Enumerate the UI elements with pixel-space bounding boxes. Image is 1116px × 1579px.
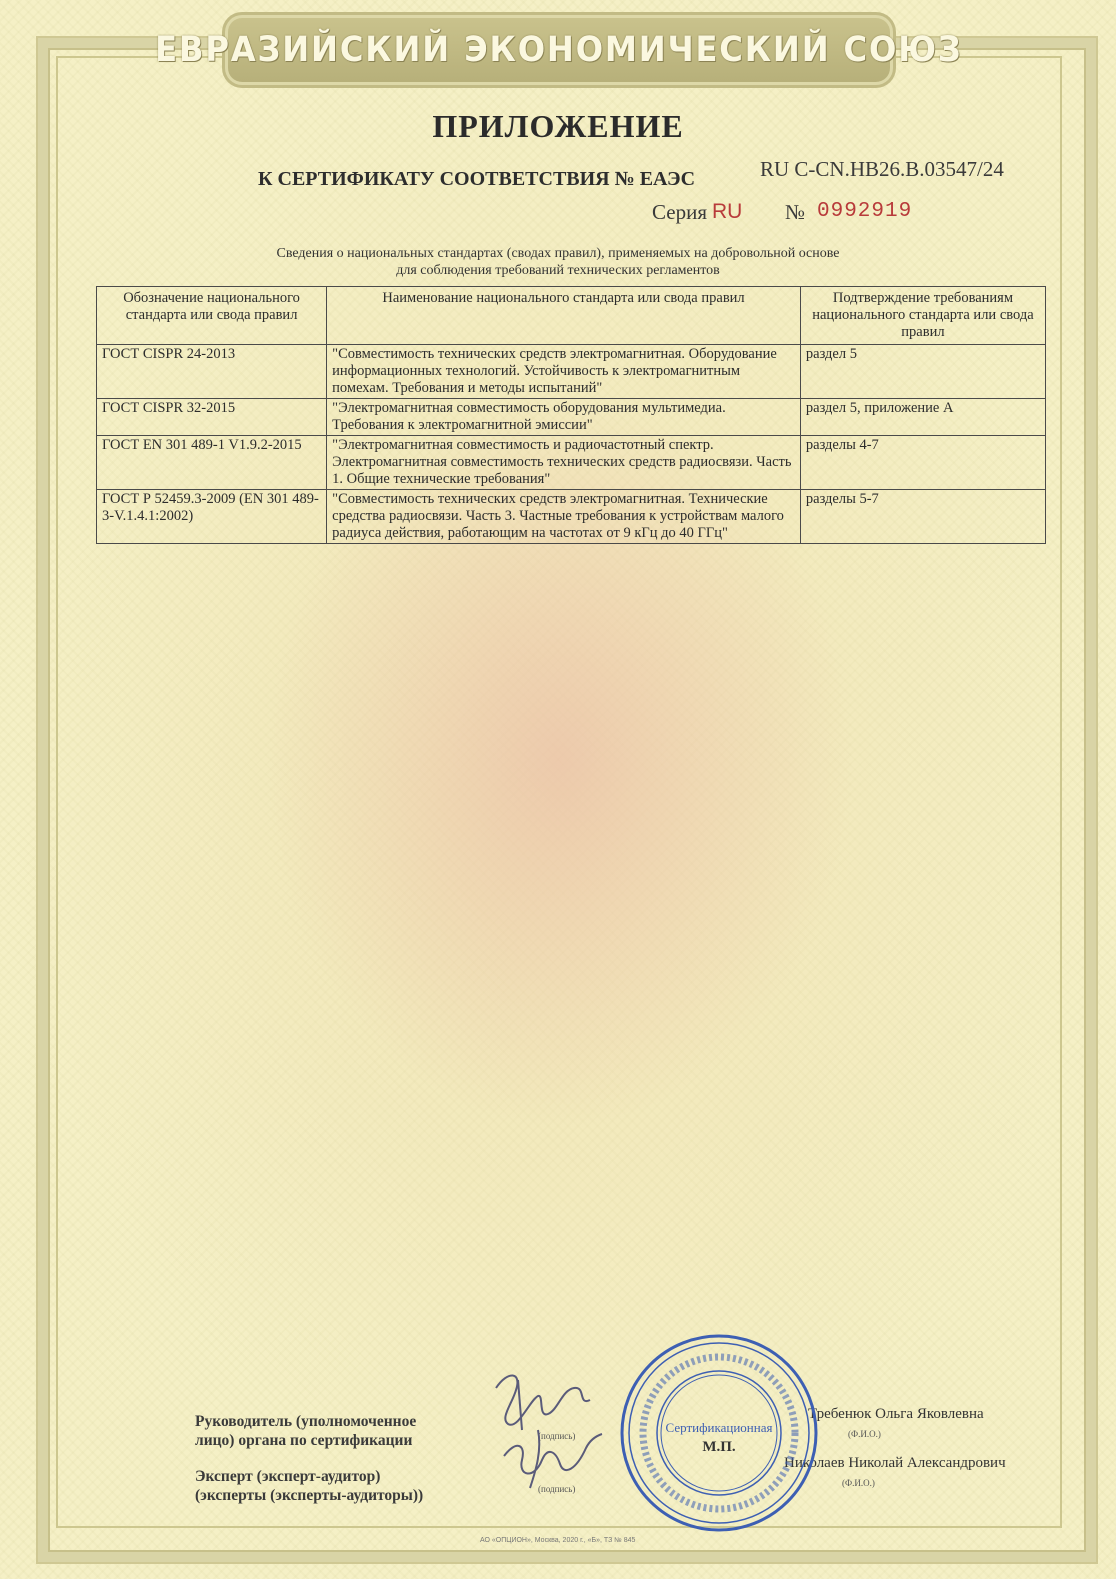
expert-name: Николаев Николай Александрович <box>784 1455 1006 1471</box>
table-row <box>97 399 1046 436</box>
standards-table <box>96 286 1046 544</box>
cell-code: ГОСТ CISPR 24-2013 <box>97 345 327 399</box>
table-header-row <box>97 287 1046 345</box>
head-label-line-1: Руководитель (уполномоченное <box>195 1413 417 1430</box>
series-label: Серия <box>652 200 707 224</box>
signature-hint-head: (подпись) <box>538 1431 576 1441</box>
header-banner-text: ЕВРАЗИЙСКИЙ ЭКОНОМИЧЕСКИЙ СОЮЗ <box>155 30 963 70</box>
form-number-value: 0992919 <box>817 200 913 223</box>
caption-line-2: для соблюдения требований технических регламентов <box>396 263 720 278</box>
cell-name: "Совместимость технических средств электромагнитная. Оборудование информационных технологий. Устойчивость к электромагнитным помехам. Требования и методы испытаний" <box>327 345 801 399</box>
form-number-label: № <box>785 200 806 224</box>
printer-info: АО «ОПЦИОН», Москва, 2020 г., «Б», ТЗ № 845 <box>480 1537 636 1544</box>
certification-body-stamp <box>618 1332 820 1534</box>
cell-name: "Электромагнитная совместимость и радиочастотный спектр. Электромагнитная совместимость технических средств радиосвязи. Часть 1. Общие технические требования" <box>327 436 801 490</box>
head-label-line-2: лицо) органа по сертификации <box>195 1432 413 1449</box>
header-banner <box>155 18 963 82</box>
cell-code: ГОСТ EN 301 489-1 V1.9.2-2015 <box>97 436 327 490</box>
column-header-name: Наименование национального стандарта или свода правил <box>327 287 801 345</box>
certificate-label: К СЕРТИФИКАТУ СООТВЕТСТВИЯ № ЕАЭС <box>258 168 696 190</box>
expert-label-line-2: (эксперты (эксперты-аудиторы)) <box>195 1487 424 1504</box>
fio-hint-head: (Ф.И.О.) <box>848 1429 881 1439</box>
cell-confirm: раздел 5, приложение А <box>800 399 1045 436</box>
column-header-confirm: Подтверждение требованиям национального стандарта или свода правил <box>800 287 1045 345</box>
signature-hint-expert: (подпись) <box>538 1484 576 1494</box>
cell-confirm: разделы 5-7 <box>800 490 1045 544</box>
table-row <box>97 345 1046 399</box>
column-header-code: Обозначение национального стандарта или свода правил <box>97 287 327 345</box>
certificate-number: RU C-CN.HB26.B.03547/24 <box>760 157 1004 181</box>
table-row <box>97 490 1046 544</box>
cell-confirm: разделы 4-7 <box>800 436 1045 490</box>
head-name: Требенюк Ольга Яковлевна <box>808 1406 984 1422</box>
stamp-mp: М.П. <box>702 1439 736 1455</box>
caption-line-1: Сведения о национальных стандартах (сводах правил), применяемых на добровольной основе <box>276 246 840 261</box>
head-of-body-label <box>195 1412 416 1450</box>
cell-name: "Совместимость технических средств электромагнитная. Технические средства радиосвязи. Часть 3. Частные требования к устройствам малого радиуса действия, работающим на частотах от 9 кГц до 40 ГГц" <box>327 490 801 544</box>
series-value: RU <box>712 200 743 223</box>
handwritten-signature <box>478 1360 608 1495</box>
page-title: ПРИЛОЖЕНИЕ <box>432 108 684 144</box>
expert-label-line-1: Эксперт (эксперт-аудитор) <box>195 1468 381 1485</box>
expert-label <box>195 1467 423 1505</box>
table-row <box>97 436 1046 490</box>
cell-code: ГОСТ Р 52459.3-2009 (EN 301 489-3-V.1.4.1:2002) <box>97 490 327 544</box>
cell-confirm: раздел 5 <box>800 345 1045 399</box>
stamp-center-text: Сертификационная <box>665 1420 773 1435</box>
table-caption <box>0 245 1116 279</box>
cell-code: ГОСТ CISPR 32-2015 <box>97 399 327 436</box>
fio-hint-expert: (Ф.И.О.) <box>842 1478 875 1488</box>
cell-name: "Электромагнитная совместимость оборудования мультимедиа. Требования к электромагнитной эмиссии" <box>327 399 801 436</box>
